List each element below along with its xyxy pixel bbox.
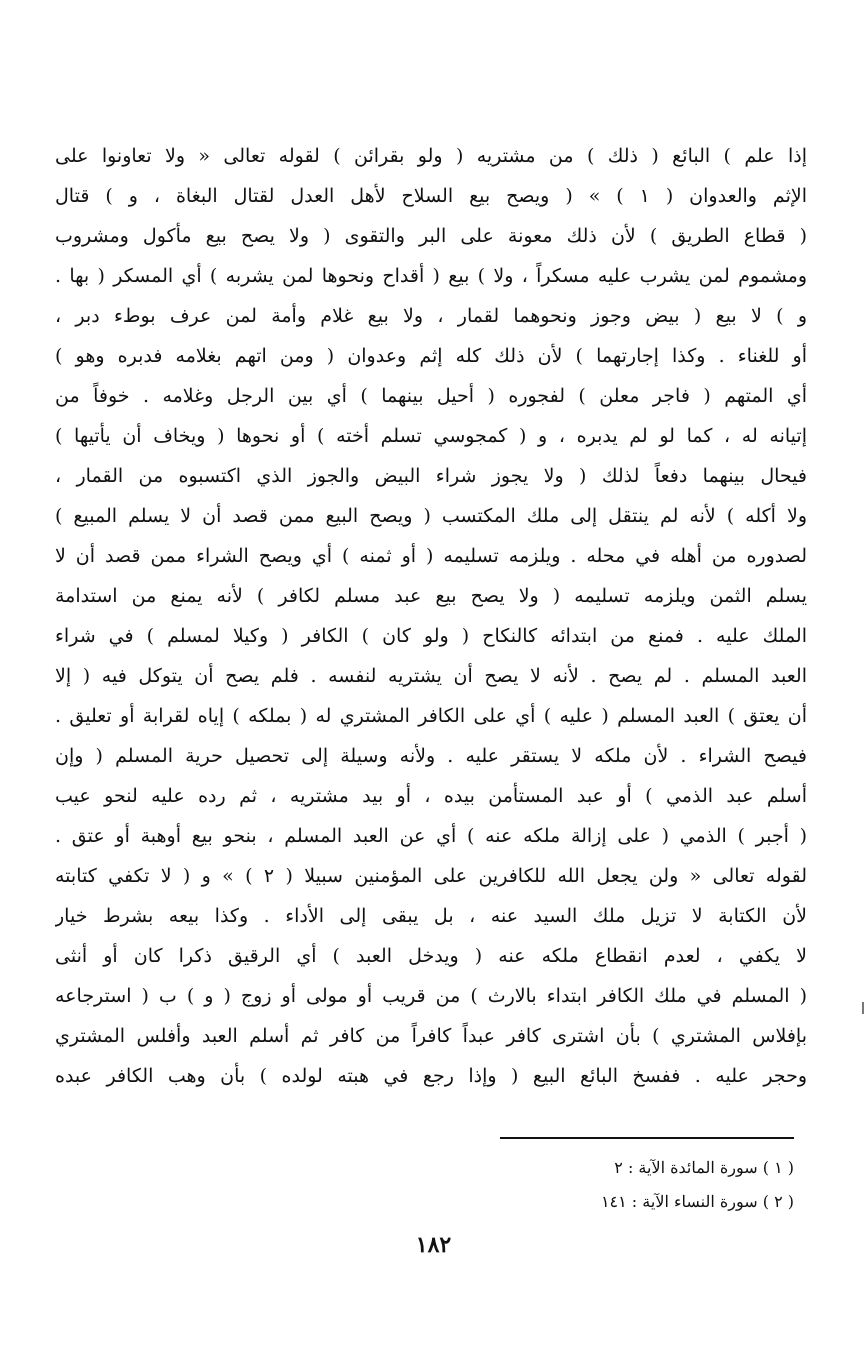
text-line: ( المسلم في ملك الكافر ابتداء بالارث ) من قريب أو مولى أو زوج ( و ) ب ( استرجاعه [55, 985, 807, 1007]
text-line: بإفلاس المشتري ) بأن اشترى كافر عبداً كافراً من كافر ثم أسلم العبد وأفلس المشتري [55, 1025, 807, 1047]
text-line: فيحال بينهما دفعاً لذلك ( ولا يجوز شراء البيض والجوز الذي اكتسبوه من القمار ، [55, 465, 807, 487]
text-line: العبد المسلم . لم يصح . لأنه لا يصح أن يشتريه لنفسه . فلم يصح أن يتوكل فيه ( إلا [55, 665, 807, 687]
text-line: أن يعتق ) العبد المسلم ( عليه ) أي على الكافر المشتري له ( بملكه ) إياه لقرابة أو تعليق . [55, 705, 807, 727]
text-line: ( أجبر ) الذمي ( على إزالة ملكه عنه ) أي عن العبد المسلم ، بنحو بيع أوهبة أو عتق . [55, 825, 807, 847]
text-line: الإثم والعدوان ( ١ ) » ( ويصح بيع السلاح لأهل العدل لقتال البغاة ، و ) قتال [55, 185, 807, 207]
text-line: أي المتهم ( فاجر معلن ) لفجوره ( أحيل بينهما ) أي بين الرجل وغلامه . خوفاً من [55, 385, 807, 407]
main-text-block [55, 136, 807, 1096]
text-line: الملك عليه . فمنع من ابتدائه كالنكاح ( ولو كان ) الكافر ( وكيلا لمسلم ) في شراء [55, 625, 807, 647]
text-line: فيصح الشراء . لأن ملكه لا يستقر عليه . ولأنه وسيلة إلى تحصيل حرية المسلم ( وإن [55, 745, 807, 767]
text-line: يسلم الثمن ويلزمه تسليمه ( ولا يصح بيع عبد مسلم لكافر ) لأنه يمنع من استدامة [55, 585, 807, 607]
text-line: أو للغناء . وكذا إجارتهما ) لأن ذلك كله إثم وعدوان ( ومن اتهم بغلامه فدبره وهو ) [55, 345, 807, 367]
text-line: وحجر عليه . ففسخ البائع البيع ( وإذا رجع في هبته لولده ) بأن وهب الكافر عبده [55, 1065, 807, 1087]
text-line: ومشموم لمن يشرب عليه مسكراً ، ولا ) بيع ( أقداح ونحوها لمن يشربه ) أي المسكر ( بها . [55, 265, 807, 287]
footnote-1: ( ١ ) سورة المائدة الآية : ٢ [614, 1158, 794, 1177]
page-number: ١٨٢ [415, 1232, 452, 1258]
footnote-2: ( ٢ ) سورة النساء الآية : ١٤١ [600, 1192, 794, 1211]
footnote-divider [500, 1137, 794, 1139]
margin-mark [862, 1002, 864, 1014]
text-line: لصدوره من أهله في محله . ويلزمه تسليمه ( أو ثمنه ) أي ويصح الشراء ممن قصد أن لا [55, 545, 807, 567]
text-line: لأن الكتابة لا تزيل ملك السيد عنه ، بل يبقى إلى الأداء . وكذا بيعه بشرط خيار [55, 905, 807, 927]
text-line: ( قطاع الطريق ) لأن ذلك معونة على البر والتقوى ( ولا يصح بيع مأكول ومشروب [55, 225, 807, 247]
text-line: ولا أكله ) لأنه لم ينتقل إلى ملك المكتسب ( ويصح البيع ممن قصد أن لا يسلم المبيع ) [55, 505, 807, 527]
text-line: إذا علم ) البائع ( ذلك ) من مشتريه ( ولو بقرائن ) لقوله تعالى « ولا تعاونوا على [55, 145, 807, 167]
text-line: أسلم عبد الذمي ) أو عبد المستأمن بيده ، أو بيد مشتريه ، ثم رده عليه لنحو عيب [55, 785, 807, 807]
text-line: لا يكفي ، لعدم انقطاع ملكه عنه ( ويدخل العبد ) أي الرقيق ذكرا كان أو أنثى [55, 945, 807, 967]
text-line: لقوله تعالى « ولن يجعل الله للكافرين على المؤمنين سبيلا ( ٢ ) » و ( لا تكفي كتابته [55, 865, 807, 887]
footnotes [474, 1151, 794, 1219]
text-line: و ) لا بيع ( بيض وجوز ونحوهما لقمار ، ولا بيع غلام وأمة لمن عرف بوطء دبر ، [55, 305, 807, 327]
text-line: إتيانه له ، كما لو لم يدبره ، و ( كمجوسي تسلم أخته ) أو نحوها ( ويخاف أن يأتيها ) [55, 425, 807, 447]
